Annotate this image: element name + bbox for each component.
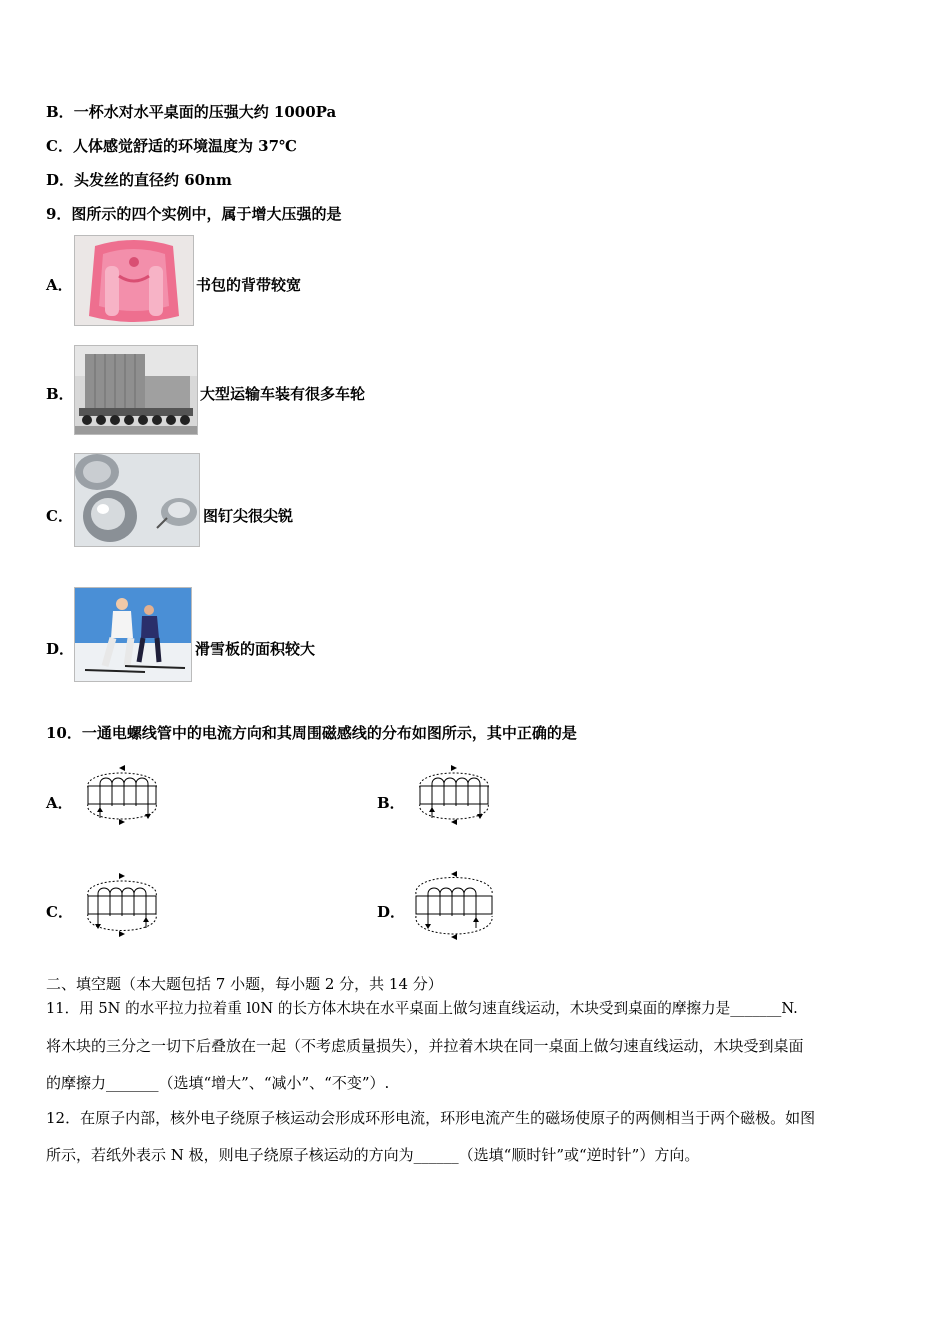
q9-option-c-caption: 图钉尖很尖锐: [203, 507, 294, 525]
q9-option-c-label: C．: [46, 507, 73, 525]
q9-option-a-label: A．: [46, 276, 73, 294]
q8-option-c: C．人体感觉舒适的环境温度为 37℃: [46, 137, 298, 155]
q10-stem: 10．一通电螺线管中的电流方向和其周围磁感线的分布如图所示，其中正确的是: [46, 724, 577, 742]
q9-option-d-caption: 滑雪板的面积较大: [195, 640, 316, 658]
q9-option-b-label: B．: [46, 385, 74, 403]
q11-line-2: 将木块的三分之一切下后叠放在一起（不考虑质量损失），并拉着木块在同一桌面上做匀速直线运动，木块受到桌面: [46, 1037, 804, 1055]
section-2-heading: 二、填空题（本大题包括 7 小题，每小题 2 分，共 14 分）: [46, 975, 443, 993]
q9-option-b-caption: 大型运输车装有很多车轮: [200, 385, 366, 403]
q10-option-a-label: A．: [46, 794, 73, 812]
skier-photo: [74, 587, 192, 682]
q11-line-1: 11．用 5N 的水平拉力拉着重 l0N 的长方体木块在水平桌面上做匀速直线运动，木块受到桌面的摩擦力是_______N.: [46, 1000, 798, 1017]
q12-line-2: 所示，若纸外表示 N 极，则电子绕原子核运动的方向为______（选填“顺时针”或“逆时针”）方向。: [46, 1146, 700, 1164]
truck-photo: [74, 345, 198, 435]
q9-option-d-label: D．: [46, 640, 75, 658]
q12-line-1: 12．在原子内部，核外电子绕原子核运动会形成环形电流，环形电流产生的磁场使原子的两侧相当于两个磁极。如图: [46, 1109, 816, 1127]
thumbtack-photo: [74, 453, 200, 547]
solenoid-diagram-b: [408, 762, 500, 828]
solenoid-diagram-c: [76, 870, 168, 940]
q9-stem: 9．图所示的四个实例中，属于增大压强的是: [46, 205, 342, 223]
solenoid-diagram-a: [76, 762, 168, 828]
q10-option-b-label: B．: [377, 794, 405, 812]
q10-option-d-label: D．: [377, 903, 406, 921]
q9-option-a-caption: 书包的背带较宽: [196, 276, 302, 294]
q10-option-c-label: C．: [46, 903, 73, 921]
q8-option-d: D．头发丝的直径约 60nm: [46, 171, 232, 189]
backpack-photo: [74, 235, 194, 326]
solenoid-diagram-d: [408, 870, 500, 942]
q8-option-b: B．一杯水对水平桌面的压强大约 1000Pa: [46, 103, 337, 121]
q11-line-3: 的摩擦力_______（选填“增大”、“减小”、“不变”）.: [46, 1074, 390, 1092]
